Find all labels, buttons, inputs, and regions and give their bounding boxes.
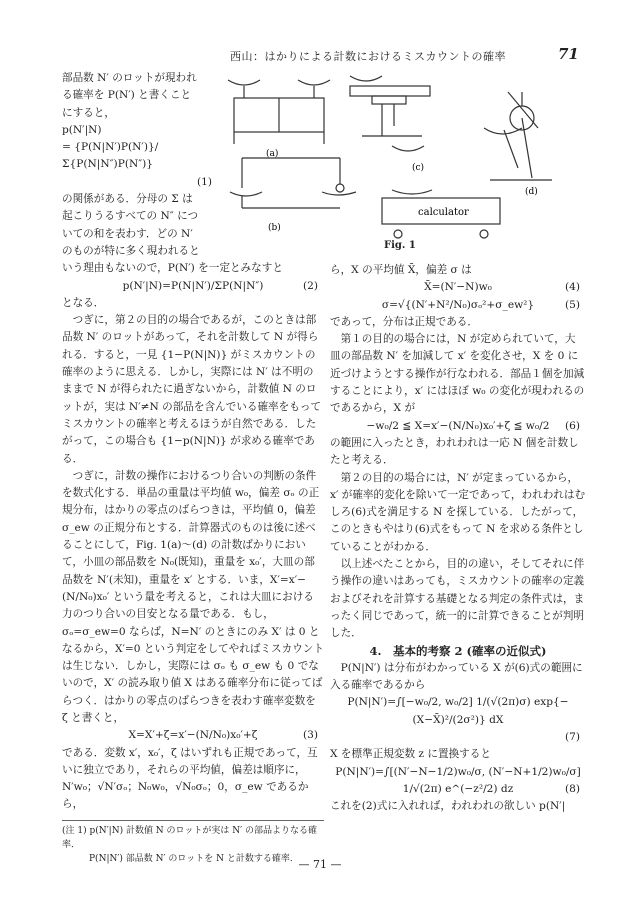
equation-5: [330, 297, 586, 314]
left-paragraph-balance-condition: つぎに，計数の操作におけるつり合いの判断の条件を数式化する．単品の重量は平均値 w₀，偏差 σₒ の正規分布，はかりの零点のばらつきは，平均値 0，偏差 σ_ew の正規分布とする．計算器式のものは後に述べることにして，Fig. 1(a)〜(d) の計数ばかりにおいて，小皿の部品数を N₀(既知)，重量を x₀′，大皿の部品数を N′(未知)，重量を x′ とする．いま，X′=x′−(N/N₀)x₀′ という量を考えると，これは大皿における力のつり合いの目安となる量である．もし，σₒ=σ_ew=0 ならば，N=N′ のときにのみ X′ は 0 となるから，X′=0 という判定をしてやればミスカウントは生じない．しかし，実際には σₒ も σ_ew も 0 でないので，X′ の読み取り値 X はある確率分布に従ってばらつく．はかりの零点のばらつきを表わす確率変数を ζ と書くと，: [62, 469, 324, 724]
equation-number-5: (5): [564, 298, 580, 311]
equation-3-body: X=X′+ζ=x′−(N/N₀)x₀′+ζ: [128, 729, 258, 742]
running-title: 西山：はかりによる計数におけるミスカウントの確率: [230, 50, 506, 63]
equation-4: [330, 279, 586, 296]
right-paragraph-purpose-2: 第２の目的の場合には，N′ が定まっているから，x′ が確率的変化を除いて一定であって，われわれはむしろ(6)式を満足する N を探している．したがって，このときもやはり(6)式をもって N を求める条件としていることがわかる．: [330, 471, 586, 553]
equation-7-body: P(N|N′)=∫[−w₀/2, w₀/2] 1/(√(2π)σ) exp{−(X−X̄)²/(2σ²)} dX: [347, 696, 569, 726]
left-line-11: いう理由もないので，P(N′) を一定とみなすと: [62, 262, 283, 275]
left-line-3: p(N′|N): [62, 123, 102, 136]
equation-number-6: (6): [564, 419, 580, 432]
left-line-1: る確率を P(N′) と書くこと: [62, 89, 192, 102]
left-line-0: 部品数 N′ のロットが現われ: [62, 72, 197, 84]
equation-6: [330, 418, 586, 435]
figure-label-c: (c): [412, 163, 425, 173]
page-footer: — 71 —: [298, 858, 342, 871]
left-line-4: = {P(N|N′)P(N′)}/: [62, 141, 159, 154]
equation-6-body: −w₀/2 ≦ X=x′−(N/N₀)x₀′+ζ ≦ w₀/2: [366, 419, 550, 432]
equation-2-body: p(N′|N)=P(N|N′)/ΣP(N|N″): [122, 279, 264, 292]
equation-7: [330, 694, 586, 729]
left-line-9: いての和を表わす．どの N′: [62, 227, 193, 240]
left-line-14: となる．: [62, 296, 105, 309]
left-line-10: のものが特に多く現われると: [62, 244, 200, 257]
figure-label-d: (d): [525, 187, 538, 197]
equation-4-body: X̄=(N′−N)w₀: [424, 281, 492, 294]
equation-number-3: (3): [302, 729, 318, 742]
equation-8: [330, 764, 586, 799]
figure-label-b: (b): [268, 223, 281, 233]
left-line-7: の関係がある．分母の Σ は: [62, 193, 193, 206]
equation-number-1: (1): [196, 175, 212, 188]
equation-3: [62, 727, 324, 744]
right-column: [330, 262, 586, 816]
right-line-9: の範囲に入ったとき，われわれは一応 N 個を計数したと考える．: [330, 436, 579, 467]
equation-2: [62, 278, 324, 295]
footnote-line-1: (注 1) p(N′|N) 計数値 N のロットが実は N′ の部品よりなる確率．: [62, 825, 317, 850]
left-column: [62, 70, 324, 866]
right-paragraph-summary: 以上述べたことから，目的の違い，そしてそれに伴う操作の違いはあっても，ミスカウントの確率の定義およびそれを計算する基礎となる判定の条件式は，まったく同じであって，統一的に計算できることが判明した．: [330, 558, 585, 640]
page-number: 71: [558, 45, 579, 63]
figure-label-calculator: calculator: [418, 207, 469, 218]
figure-caption: Fig. 1: [384, 240, 416, 251]
right-line-13: P(N|N′) は分布がわかっている X が(6)式の範囲に入る確率であるから: [330, 661, 583, 692]
left-line-8: 起こりうるすべての N″ につ: [62, 210, 199, 223]
right-line-5: であって，分布は正規である．: [330, 315, 478, 328]
scale-c: [350, 76, 430, 151]
equation-number-8: (8): [564, 782, 580, 795]
right-line-16: X を標準正規変数 z に置換すると: [330, 748, 491, 761]
left-paragraph-variables: である．変数 x′，x₀′，ζ はいずれも正規であって，互いに独立であり，それらの平均値，偏差は順序に，N′w₀；√N′σₒ；N₀w₀，√N₀σₒ；0，σ_ew であるから，: [62, 746, 318, 811]
scale-d: [484, 92, 552, 180]
section-heading-4: 4. 基本的考察 2 (確率の近似式): [369, 643, 547, 658]
left-paragraph-purpose-2: つぎに，第２の目的の場合であるが，このときは部品数 N′ のロットがあって，それを計数して N が得られる．すると，一見 {1−P(N|N)} がミスカウントの確率のように思える．しかし，実際には N′ は不明のままで N が得られたに過ぎないから，計数値 N のロットが，実は N′≠N の部品を含んでいる確率をもってミスカウントの確率と考えるほうが自然である．したがって，この場合も {1−p(N|N)} が求める確率である．: [62, 314, 322, 465]
footnote-line-2: P(N|N′) 部品数 N′ のロットを N と計数する確率．: [89, 853, 299, 864]
left-line-2: にすると，: [62, 106, 115, 119]
right-paragraph-purpose-1: 第１の目的の場合には，N が定められていて，大皿の部品数 N′ を加減して x′ を変化させ，X を 0 に近づけようとする操作が行なわれる．部品１個を加減することにより，x′ にはほぼ w₀ の変化が現われるのであるから，X が: [330, 333, 585, 415]
equation-5-body: σ=√{(N′+N²/N₀)σₒ²+σ_ew²}: [381, 298, 535, 311]
equation-8-body: P(N|N′)=∫[(N′−N−1/2)w₀/σ, (N′−N+1/2)w₀/σ] 1/√(2π) e^(−z²/2) dz: [335, 765, 581, 795]
figure-label-a: (a): [266, 149, 279, 159]
equation-number-2: (2): [302, 279, 318, 292]
equation-number-4: (4): [564, 281, 580, 294]
left-line-5: Σ{P(N|N″)P(N″)}: [62, 158, 154, 171]
right-line-0: ら，X の平均値 X̄，偏差 σ は: [330, 264, 472, 276]
right-line-19: これを(2)式に入れれば，われわれの欲しい p(N′|: [330, 800, 566, 813]
equation-number-7: (7): [564, 731, 580, 744]
